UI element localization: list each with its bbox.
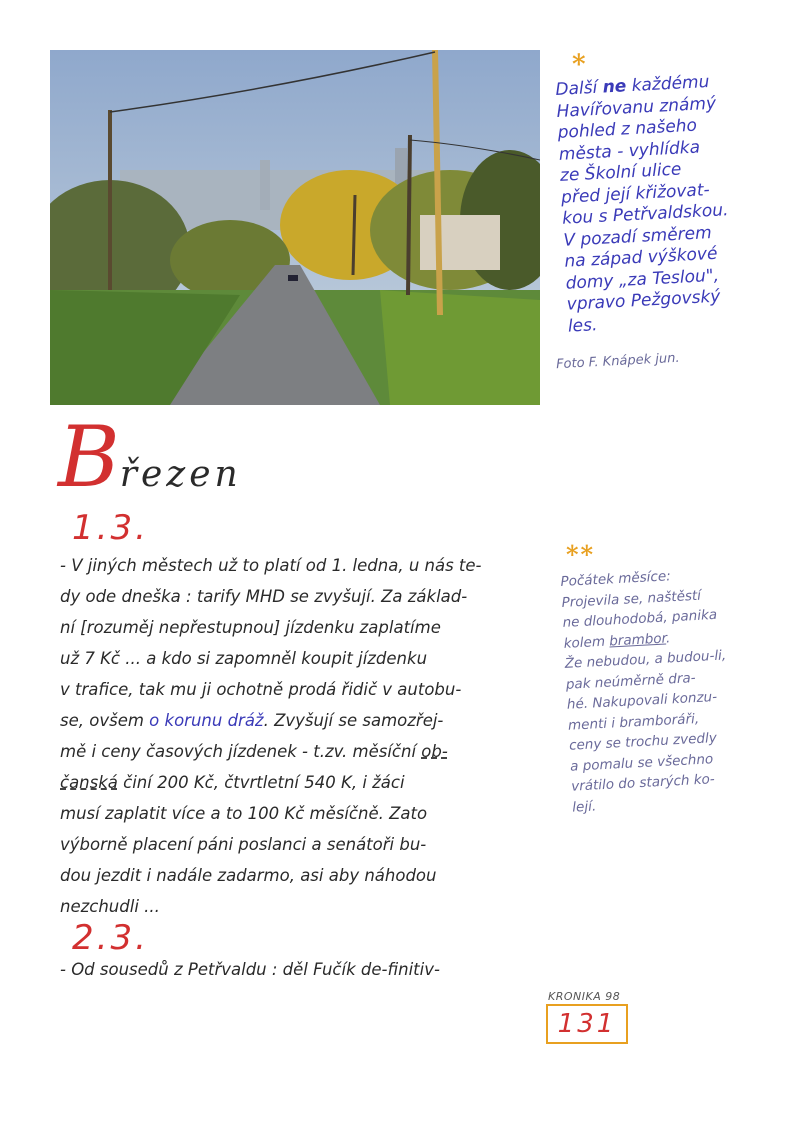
caption-text-rest: každému Havířovanu známý pohled z našeho města - vyhlídka ze Školní ulice před její křižovat- kou s Petřvaldskou. V pozadí směrem na západ výškové domy „za Teslou", vpravo Pežgovský les. [556, 71, 729, 337]
entry-underline: ob- čanská [60, 742, 448, 792]
street-photo [50, 50, 540, 405]
caption-text-start: Další [555, 77, 604, 100]
entry-text-part: činí 200 Kč, čtvrtletní 540 K, i žáci musí zaplatit více a to 100 Kč měsíčně. Zato výborně placení páni poslanci a senátoři bu- dou jezdit i nadále zadarmo, asi aby náhodou nezchudli ... [60, 773, 437, 916]
chronicle-label: KRONIKA 98 [548, 990, 621, 1003]
side-note-underline: brambor [608, 630, 667, 650]
page-number: 131 [546, 1004, 628, 1044]
month-heading [58, 408, 242, 506]
month-initial: B [58, 408, 120, 506]
month-rest: řezen [119, 454, 242, 495]
entry-highlight: o korunu dráž [149, 711, 264, 730]
street-photo-image [50, 50, 540, 405]
photo-credit: Foto F. Knápek jun. [555, 350, 680, 373]
entry-text-part: . Zvyšují se samozřej- mě i ceny časových jízdenek - t.zv. měsíční [60, 711, 444, 761]
entry-date: 1.3. [72, 508, 149, 548]
entry-text: - Od sousedů z Petřvaldu : děl Fučík de-finitiv- [60, 960, 440, 979]
photo-caption [555, 70, 768, 338]
side-note-text: . Že nebudou, a budou-li, pak neúměrně dra- hé. Nakupovali konzu- menti i bramboráři, ceny se trochu zvedly a pomalu se všechno vrátilo do starých ko- lejí. [564, 629, 727, 816]
entry-date: 2.3. [72, 918, 149, 958]
entry-text-part: - V jiných městech už to platí od 1. ledna, u nás te- dy ode dneška : tarify MHD se zvyšují. Za základ- ní [rozuměj nepřestupnou] jízdenku zaplatíme už 7 Kč ... a kdo si zapomněl koupit jízdenku v trafice, tak mu ji ochotně prodá řidič v autobu- se, ovšem [60, 556, 482, 730]
caption-emphasis: ne [602, 76, 627, 98]
entry-text [60, 550, 545, 922]
star-icon: * [572, 50, 586, 80]
double-star-icon: ** [566, 540, 596, 569]
side-note [560, 561, 783, 818]
side-note-text: Počátek měsíce: Projevila se, naštěstí ne dlouhodobá, panika kolem [560, 568, 718, 652]
